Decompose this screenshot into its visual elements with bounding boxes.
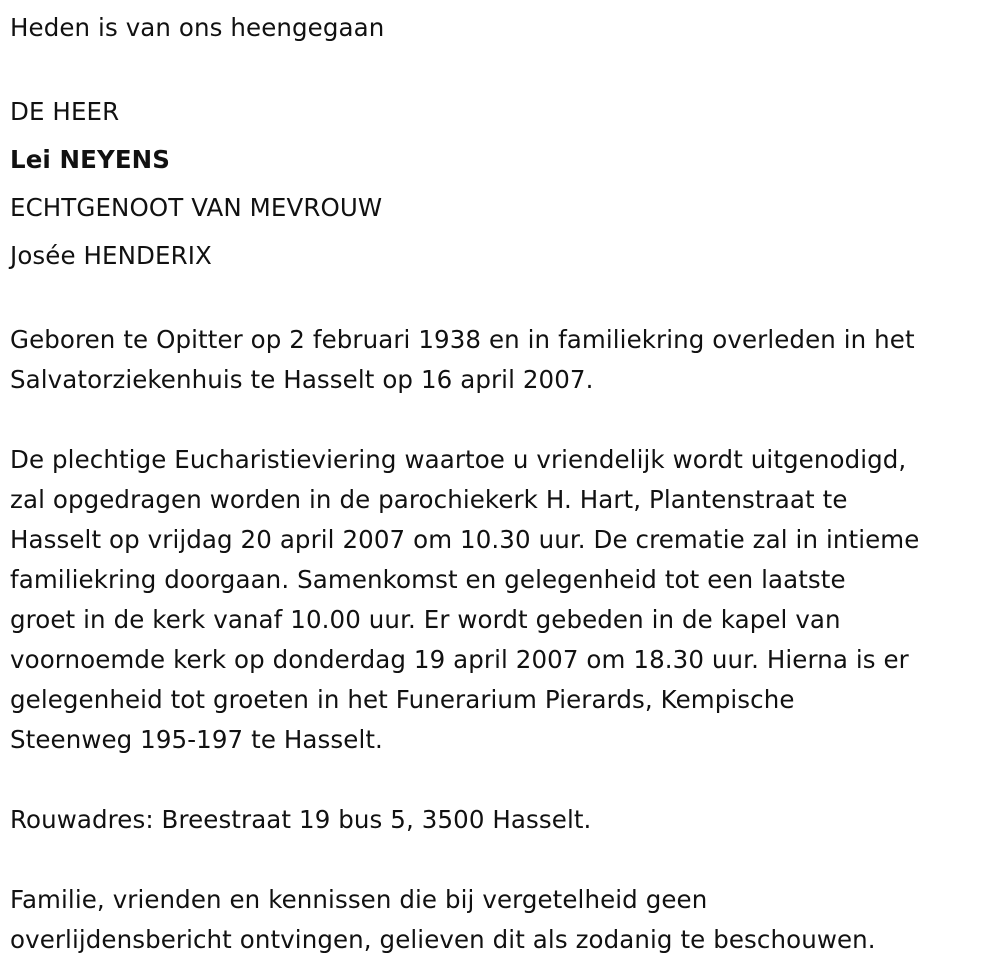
spacer bbox=[10, 48, 995, 88]
paragraph-line: groet in de kerk vanaf 10.00 uur. Er wordt gebeden in de kapel van bbox=[10, 605, 841, 634]
paragraph-line: Steenweg 195-197 te Hasselt. bbox=[10, 725, 383, 754]
paragraph-line: voornoemde kerk op donderdag 19 april 2007 om 18.30 uur. Hierna is er bbox=[10, 645, 909, 674]
spacer bbox=[10, 400, 995, 440]
obituary-notice bbox=[10, 8, 995, 960]
intro-line: Heden is van ons heengegaan bbox=[10, 13, 385, 42]
ceremony-paragraph bbox=[10, 440, 995, 760]
paragraph-line: overlijdensbericht ontvingen, gelieven dit als zodanig te beschouwen. bbox=[10, 925, 876, 954]
person-title: DE HEER bbox=[10, 97, 120, 126]
paragraph-line: De plechtige Eucharistieviering waartoe u vriendelijk wordt uitgenodigd, bbox=[10, 445, 907, 474]
paragraph-line: Salvatorziekenhuis te Hasselt op 16 april 2007. bbox=[10, 365, 594, 394]
paragraph-line: gelegenheid tot groeten in het Funerarium Pierards, Kempische bbox=[10, 685, 795, 714]
spacer bbox=[10, 280, 995, 320]
person-block bbox=[10, 88, 995, 280]
paragraph-line: familiekring doorgaan. Samenkomst en gelegenheid tot een laatste bbox=[10, 565, 846, 594]
mourning-address: Rouwadres: Breestraat 19 bus 5, 3500 Hasselt. bbox=[10, 805, 592, 834]
paragraph-line: Geboren te Opitter op 2 februari 1938 en in familiekring overleden in het bbox=[10, 325, 915, 354]
spacer bbox=[10, 840, 995, 880]
birth-death-paragraph bbox=[10, 320, 995, 400]
spacer bbox=[10, 760, 995, 800]
spouse-name: Josée HENDERIX bbox=[10, 241, 212, 270]
closing-paragraph bbox=[10, 880, 995, 960]
person-name: Lei NEYENS bbox=[10, 145, 171, 174]
person-relation: ECHTGENOOT VAN MEVROUW bbox=[10, 193, 383, 222]
paragraph-line: zal opgedragen worden in de parochiekerk H. Hart, Plantenstraat te bbox=[10, 485, 848, 514]
paragraph-line: Familie, vrienden en kennissen die bij vergetelheid geen bbox=[10, 885, 708, 914]
paragraph-line: Hasselt op vrijdag 20 april 2007 om 10.30 uur. De crematie zal in intieme bbox=[10, 525, 920, 554]
